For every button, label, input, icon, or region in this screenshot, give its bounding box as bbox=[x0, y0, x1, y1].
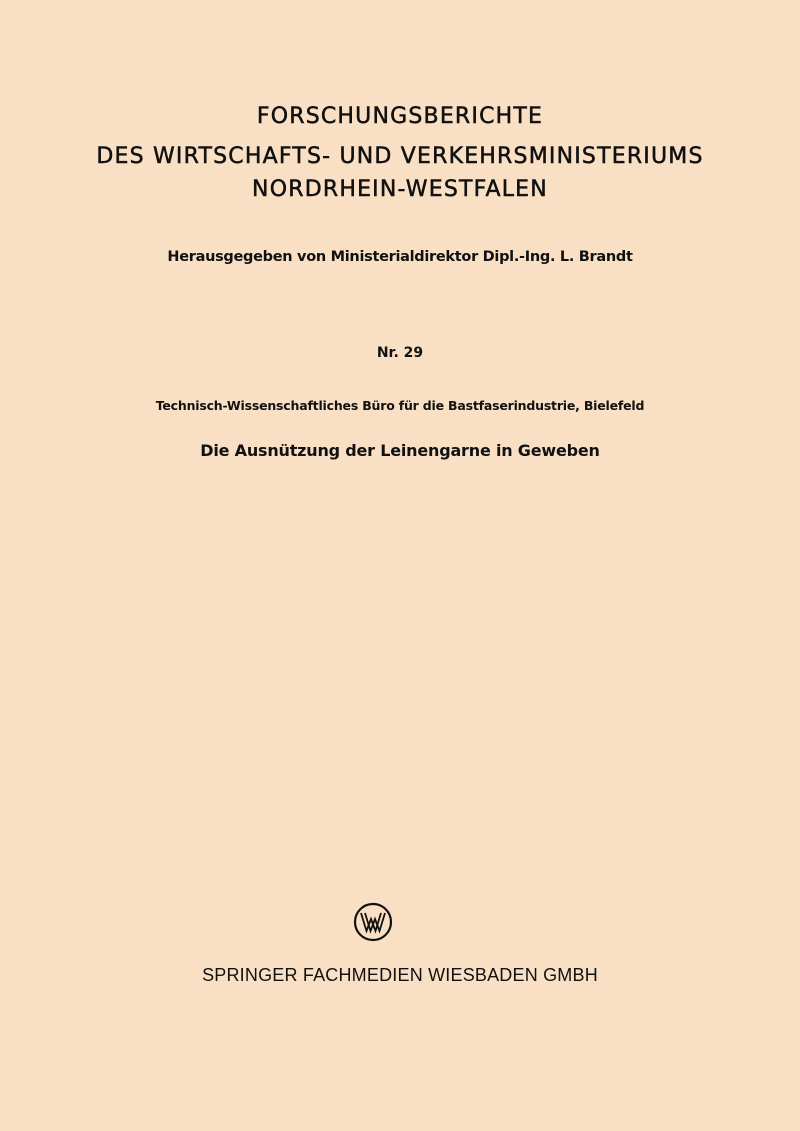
volume-number: Nr. 29 bbox=[376, 345, 424, 361]
series-title-line-3: NORDRHEIN-WESTFALEN bbox=[252, 177, 548, 202]
publisher-name: SPRINGER FACHMEDIEN WIESBADEN GMBH bbox=[202, 965, 598, 985]
book-title: Die Ausnützung der Leinengarne in Geweben bbox=[200, 441, 600, 460]
editor-credit: Herausgegeben von Ministerialdirektor Dipl.-Ing. L. Brandt bbox=[167, 249, 633, 265]
series-title-line-2: DES WIRTSCHAFTS- UND VERKEHRSMINISTERIUMS bbox=[96, 144, 704, 169]
author-institute: Technisch-Wissenschaftliches Büro für die Bastfaserindustrie, Bielefeld bbox=[155, 398, 645, 413]
series-title-line-1: FORSCHUNGSBERICHTE bbox=[256, 104, 544, 129]
springer-logo-icon bbox=[353, 902, 393, 942]
